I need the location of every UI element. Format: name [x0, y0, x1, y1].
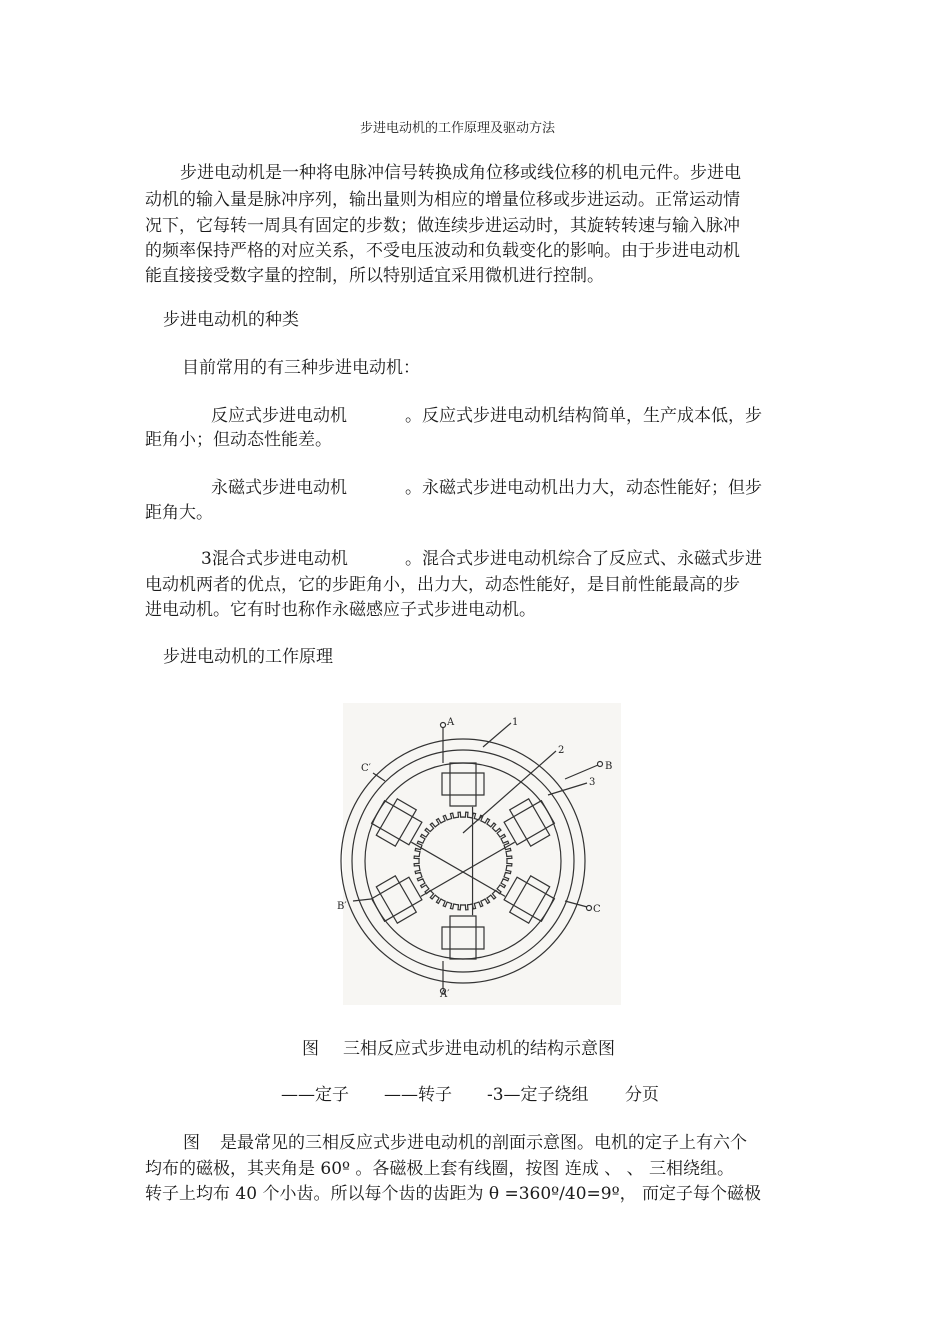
intro-line: 能直接接受数字量的控制，所以特别适宜采用微机进行控制。: [145, 266, 604, 286]
type-desc: 。永磁式步进电动机出力大，动态性能好；但步: [405, 478, 762, 498]
label-c: C: [593, 904, 601, 915]
intro-line: 况下，它每转一周具有固定的步数；做连续步进运动时，其旋转转速与输入脉冲: [145, 216, 740, 236]
terminal-dot: [598, 762, 603, 767]
type-desc: 电动机两者的优点，它的步距角小，出力大，动态性能好，是目前性能最高的步: [145, 575, 740, 595]
terminal-dot: [441, 723, 446, 728]
intro-line: 动机的输入量是脉冲序列，输出量则为相应的增量位移或步进运动。正常运动情: [145, 190, 740, 210]
type-name: 3混合式步进电动机: [201, 549, 348, 569]
type-desc: 进电动机。它有时也称作永磁感应子式步进电动机。: [145, 600, 536, 620]
stepper-motor-diagram: [337, 703, 621, 1005]
legend-page-break: 分页: [625, 1085, 659, 1105]
page-title: 步进电动机的工作原理及驱动方法: [360, 121, 556, 136]
legend-winding: -3—定子绕组: [487, 1085, 589, 1105]
types-intro: 目前常用的有三种步进电动机：: [182, 358, 420, 378]
legend-rotor: ——转子: [384, 1085, 452, 1105]
terminal-dot: [587, 906, 592, 911]
type-name: 反应式步进电动机: [211, 406, 347, 426]
section-heading-types: 步进电动机的种类: [163, 310, 299, 330]
motor-cross-section: [337, 703, 621, 1005]
label-b-prime: B′: [337, 901, 347, 912]
label-3: 3: [589, 777, 596, 788]
desc-line: 转子上均布 40 个小齿。所以每个齿的齿距为 θ =360º/40=9º， 而定子每个磁极: [145, 1184, 761, 1204]
type-desc: 。混合式步进电动机综合了反应式、永磁式步进: [405, 549, 762, 569]
type-name: 永磁式步进电动机: [211, 478, 347, 498]
intro-line: 的频率保持严格的对应关系，不受电压波动和负载变化的影响。由于步进电动机: [145, 241, 740, 261]
label-a-prime: A′: [440, 989, 450, 1000]
legend-stator: ——定子: [281, 1085, 349, 1105]
label-c-prime: C′: [361, 763, 371, 774]
type-desc: 距角大。: [145, 503, 213, 523]
desc-line: 均布的磁极，其夹角是 60º 。各磁极上套有线圈，按图 连成 、 、 三相绕组。: [145, 1159, 735, 1179]
label-1: 1: [512, 717, 519, 728]
desc-line: 是最常见的三相反应式步进电动机的剖面示意图。电机的定子上有六个: [220, 1133, 747, 1153]
type-desc: 。反应式步进电动机结构简单，生产成本低，步: [405, 406, 762, 426]
type-desc: 距角小；但动态性能差。: [145, 430, 332, 450]
label-a: A: [447, 717, 455, 728]
caption-prefix: 图: [302, 1039, 319, 1059]
intro-line: 步进电动机是一种将电脉冲信号转换成角位移或线位移的机电元件。步进电: [180, 163, 741, 183]
label-2: 2: [558, 745, 565, 756]
desc-line: 图: [183, 1133, 200, 1153]
label-b: B: [605, 761, 613, 772]
caption-text: 三相反应式步进电动机的结构示意图: [343, 1039, 615, 1059]
section-heading-principle: 步进电动机的工作原理: [163, 647, 333, 667]
